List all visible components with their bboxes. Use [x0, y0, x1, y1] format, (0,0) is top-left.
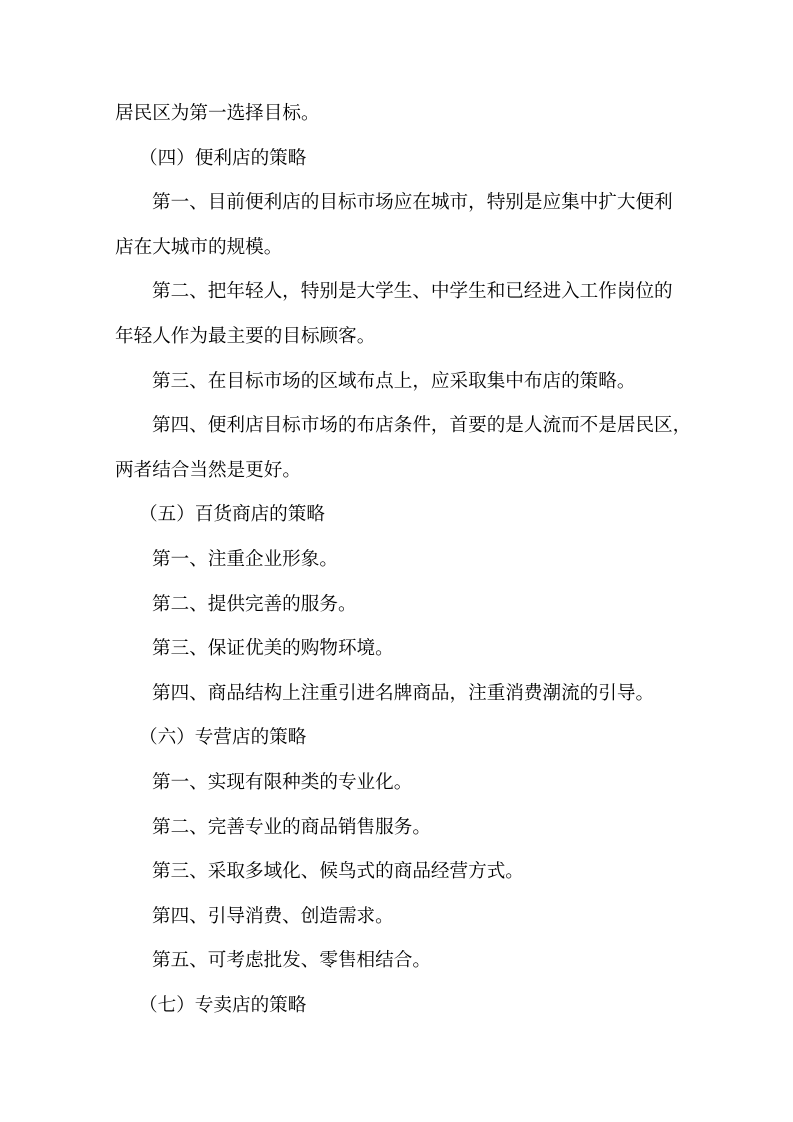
- text-line: 第一、实现有限种类的专业化。: [152, 770, 413, 792]
- text-line: 第四、商品结构上注重引进名牌商品，注重消费潮流的引导。: [152, 681, 655, 703]
- section-heading-5: （五）百货商店的策略: [139, 503, 325, 525]
- text-line: 第三、采取多域化、候鸟式的商品经营方式。: [152, 860, 524, 882]
- text-line: 第二、把年轻人，特别是大学生、中学生和已经进入工作岗位的: [152, 280, 673, 302]
- section-heading-7: （七）专卖店的策略: [139, 993, 307, 1015]
- text-line: 两者结合当然是更好。: [115, 458, 301, 480]
- section-heading-4: （四）便利店的策略: [139, 146, 307, 168]
- text-line: 店在大城市的规模。: [115, 235, 283, 257]
- text-line: 第一、目前便利店的目标市场应在城市，特别是应集中扩大便利: [152, 191, 673, 213]
- text-line: 第四、便利店目标市场的布店条件，首要的是人流而不是居民区，: [152, 414, 692, 436]
- text-line: 第三、保证优美的购物环境。: [152, 637, 394, 659]
- text-line: 居民区为第一选择目标。: [115, 102, 320, 123]
- text-line: 第四、引导消费、创造需求。: [152, 904, 394, 926]
- text-line: 年轻人作为最主要的目标顾客。: [115, 324, 376, 346]
- text-line: 第二、提供完善的服务。: [152, 592, 357, 614]
- section-heading-6: （六）专营店的策略: [139, 726, 307, 748]
- text-line: 第一、注重企业形象。: [152, 547, 338, 569]
- text-line: 第五、可考虑批发、零售相结合。: [152, 949, 431, 971]
- text-line: 第三、在目标市场的区域布点上，应采取集中布店的策略。: [152, 369, 636, 391]
- text-line: 第二、完善专业的商品销售服务。: [152, 815, 431, 837]
